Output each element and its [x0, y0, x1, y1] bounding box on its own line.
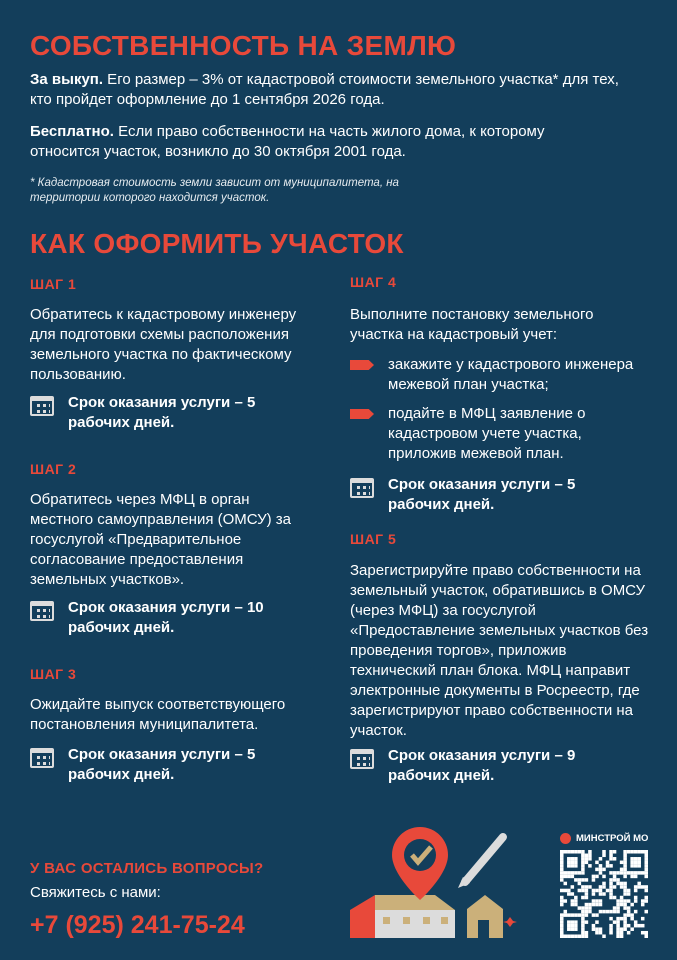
footnote: * Кадастровая стоимость земли зависит от муниципалитета, на территории которого находится участок.	[30, 177, 399, 204]
step-4-term	[350, 475, 610, 515]
pencil-icon	[458, 837, 503, 888]
calendar-icon	[30, 601, 54, 621]
ownership-title: СОБСТВЕННОСТЬ НА ЗЕМЛЮ	[30, 30, 457, 61]
phone-link[interactable]: +7 (925) 241-75-24	[30, 911, 245, 939]
term-text: Срок оказания услуги – 10 рабочих дней.	[68, 599, 264, 636]
free-paragraph	[30, 122, 550, 162]
calendar-icon	[350, 749, 374, 769]
free-text: Если право собственности на часть жилого дома, к которому относится участок, возникло до 30 октября 2001 года.	[30, 123, 545, 160]
brand-name: МИНСТРОЙ МО	[576, 833, 649, 844]
paid-paragraph	[30, 70, 630, 110]
qr-code[interactable]	[560, 850, 648, 938]
bullet-text: закажите у кадастрового инженера межевой план участка;	[388, 356, 634, 393]
questions-heading: У ВАС ОСТАЛИСЬ ВОПРОСЫ?	[30, 860, 264, 877]
step-2-label: ШАГ 2	[30, 461, 77, 477]
step-4-bullet-2	[350, 404, 660, 464]
step-4-label: ШАГ 4	[350, 274, 397, 290]
step-4-text: Выполните постановку земельного участка на кадастровый учет:	[350, 306, 594, 343]
arrow-bullet-icon	[350, 409, 374, 419]
calendar-icon	[30, 396, 54, 416]
arrow-bullet-icon	[350, 360, 374, 370]
term-text: Срок оказания услуги – 5 рабочих дней.	[388, 476, 576, 513]
contact-text: Свяжитесь с нами:	[30, 884, 161, 901]
term-text: Срок оказания услуги – 5 рабочих дней.	[68, 746, 256, 783]
term-text: Срок оказания услуги – 5 рабочих дней.	[68, 394, 256, 431]
step-2-term	[30, 598, 290, 638]
step-5-term	[350, 746, 610, 786]
step-5-label: ШАГ 5	[350, 531, 397, 547]
step-4-bullet-1	[350, 355, 660, 395]
paid-text: Его размер – 3% от кадастровой стоимости земельного участка* для тех, кто пройдет оформление до 1 сентября 2026 года.	[30, 71, 619, 108]
step-1-text: Обратитесь к кадастровому инженеру для подготовки схемы расположения земельного участка по фактическому пользованию.	[30, 306, 297, 383]
bullet-text: подайте в МФЦ заявление о кадастровом учете участка, приложив межевой план.	[388, 405, 586, 462]
step-1-term	[30, 393, 290, 433]
calendar-icon	[30, 748, 54, 768]
step-3-term	[30, 745, 290, 785]
howto-title: КАК ОФОРМИТЬ УЧАСТОК	[30, 228, 404, 259]
step-1-label: ШАГ 1	[30, 276, 77, 292]
calendar-icon	[350, 478, 374, 498]
step-3-text: Ожидайте выпуск соответствующего постановления муниципалитета.	[30, 696, 286, 733]
telegram-icon	[560, 833, 571, 844]
step-2-text: Обратитесь через МФЦ в орган местного самоуправления (ОМСУ) за госуслугой «Предварительное согласование предоставления земельных участков».	[30, 491, 292, 588]
land-illustration	[345, 825, 520, 940]
step-3-label: ШАГ 3	[30, 666, 77, 682]
free-label: Бесплатно.	[30, 123, 114, 140]
step-5-text: Зарегистрируйте право собственности на земельный участок, обратившись в ОМСУ (через МФЦ) за госуслугой «Предоставление земельных участков без проведения торгов», приложив технический план блока. МФЦ направит электронные документы в Росреестр, где зарегистрируют право собственности на участок.	[350, 562, 649, 739]
term-text: Срок оказания услуги – 9 рабочих дней.	[388, 747, 576, 784]
brand	[560, 833, 648, 844]
paid-label: За выкуп.	[30, 71, 104, 88]
